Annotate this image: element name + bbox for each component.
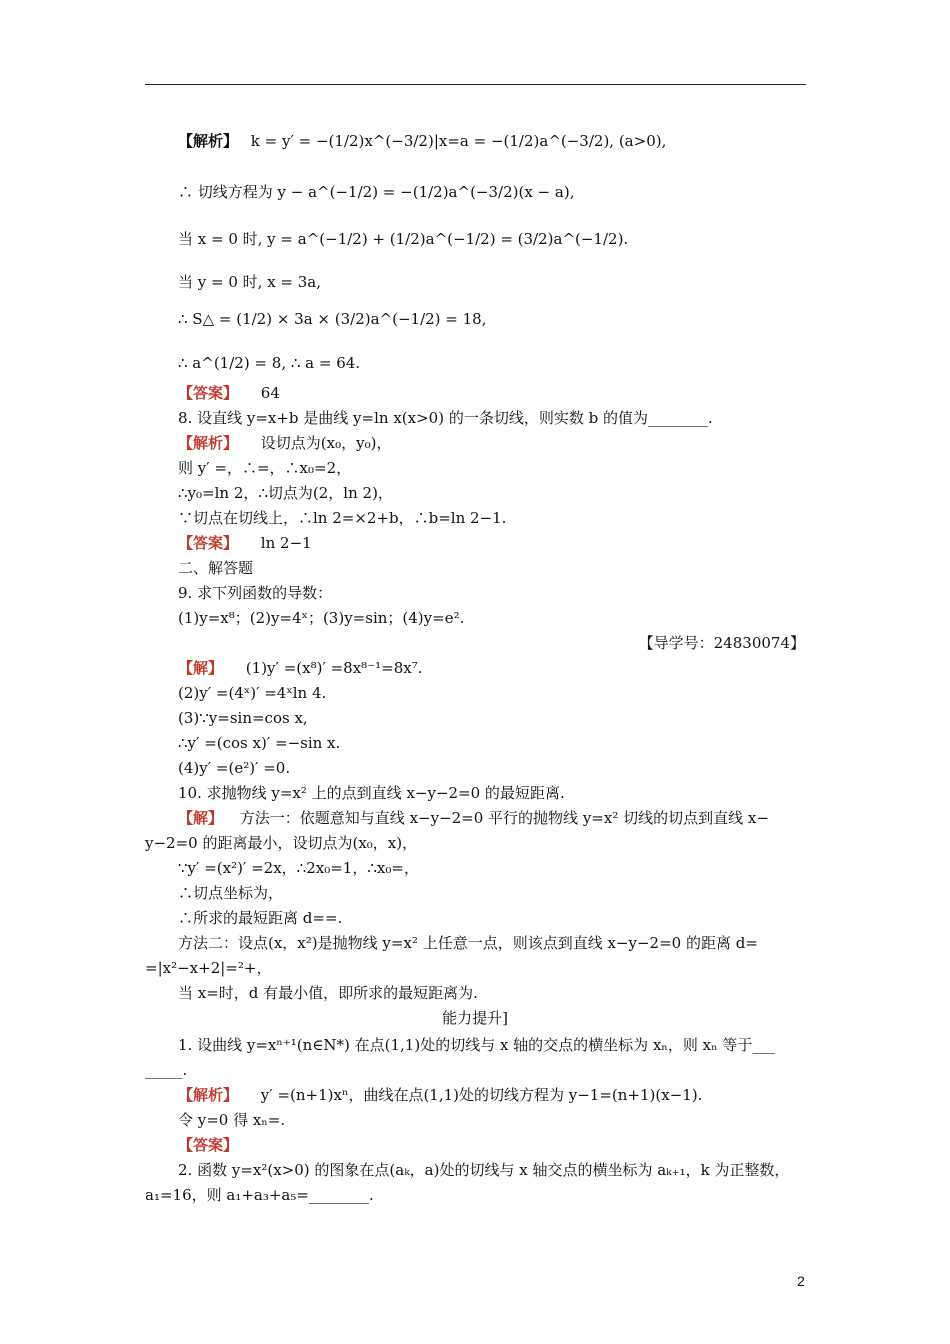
page-number: 2 [797,1273,805,1289]
q7-analysis-line [178,134,666,149]
answer-tag: 【答案】 [178,534,239,552]
q9-line-3: (3)∵y=sin=cos x, [178,709,308,727]
q10-line-7: =|x²−x+2|=²+， [145,959,272,977]
q7-line-1: k = y′ = −(1/2)x^(−3/2)|x=a = −(1/2)a^(−3/2), (a>0), [250,132,667,150]
q7-line-3: 当 x = 0 时, y = a^(−1/2) + (1/2)a^(−1/2) = (3/2)a^(−1/2). [178,230,629,248]
p1-question-b: _____. [145,1061,188,1079]
q10-solution-line [178,811,769,826]
q10-line-8: 当 x=时，d 有最小值，即所求的最短距离为. [178,984,478,1002]
q8-question: 8. 设直线 y=x+b 是曲线 y=ln x(x>0) 的一条切线，则实数 b 的值为________. [178,409,713,427]
p1-analysis-line [178,1088,702,1103]
q8-line-1: 设切点为(x₀，y₀)， [260,434,392,452]
analysis-tag: 【解析】 [178,132,239,150]
analysis-tag: 【解析】 [178,434,239,452]
q10-line-2: y−2=0 的距离最小，设切点为(x₀，x)， [145,834,418,852]
p2-question-a: 2. 函数 y=x²(x>0) 的图象在点(aₖ，a)处的切线与 x 轴交点的横坐标为 aₖ₊₁，k 为正整数， [178,1161,790,1179]
q9-parts: (1)y=x⁸；(2)y=4ˣ；(3)y=sin；(4)y=e². [178,609,465,627]
q7-line-5: ∴ S△ = (1/2) × 3a × (3/2)a^(−1/2) = 18, [178,310,487,328]
q9-line-2: (2)y′ =(4ˣ)′ =4ˣln 4. [178,684,327,702]
ability-title: 能力提升] [442,1009,508,1027]
q8-answer-line [178,536,312,551]
q9-line-5: (4)y′ =(e²)′ =0. [178,759,291,777]
solution-tag: 【解】 [178,659,224,677]
guide-number: 【导学号：24830074】 [638,634,805,652]
header-rule [145,84,806,85]
p1-line-1: y′ =(n+1)xⁿ，曲线在点(1,1)处的切线方程为 y−1=(n+1)(x−1). [260,1086,703,1104]
q8-analysis-line [178,436,391,451]
q8-line-4: ∵切点在切线上，∴ln 2=×2+b，∴b=ln 2−1. [178,509,507,527]
q8-answer: ln 2−1 [260,534,312,552]
solution-tag: 【解】 [178,809,224,827]
q7-line-6: ∴ a^(1/2) = 8, ∴ a = 64. [178,354,361,372]
q7-answer-line [178,386,280,401]
q7-line-2: ∴ 切线方程为 y − a^(−1/2) = −(1/2)a^(−3/2)(x − a), [178,183,575,201]
q10-line-3: ∵y′ =(x²)′ =2x，∴2x₀=1，∴x₀=， [178,859,419,877]
p1-line-2: 令 y=0 得 xₙ=. [178,1111,286,1129]
q7-answer: 64 [260,384,280,402]
q10-line-5: ∴所求的最短距离 d==. [178,909,343,927]
answer-tag: 【答案】 [178,384,239,402]
q10-line-1: 方法一：依题意知与直线 x−y−2=0 平行的抛物线 y=x² 切线的切点到直线 x− [239,809,769,827]
q9-question: 9. 求下列函数的导数： [178,584,333,602]
section-title: 二、解答题 [178,559,254,577]
p1-question-a: 1. 设曲线 y=xⁿ⁺¹(n∈N*) 在点(1,1)处的切线与 x 轴的交点的横坐标为 xₙ，则 xₙ 等于___ [178,1036,775,1054]
q9-line-4: ∴y′ =(cos x)′ =−sin x. [178,734,341,752]
p1-answer-line [178,1138,238,1153]
q10-line-4: ∴切点坐标为， [178,884,284,902]
q7-line-4: 当 y = 0 时, x = 3a, [178,273,322,291]
q9-line-1: (1)y′ =(x⁸)′ =8x⁸⁻¹=8x⁷. [245,659,423,677]
analysis-tag: 【解析】 [178,1086,239,1104]
p2-question-b: a₁=16，则 a₁+a₃+a₅=________. [145,1186,374,1204]
q9-solution-line [178,661,422,676]
q8-line-3: ∴y₀=ln 2，∴切点为(2，ln 2)， [178,484,393,502]
q8-line-2: 则 y′ =，∴=，∴x₀=2， [178,459,352,477]
q10-line-6: 方法二：设点(x，x²)是抛物线 y=x² 上任意一点，则该点到直线 x−y−2=0 的距离 d= [178,934,758,952]
answer-tag: 【答案】 [178,1136,239,1154]
q10-question: 10. 求抛物线 y=x² 上的点到直线 x−y−2=0 的最短距离. [178,784,565,802]
